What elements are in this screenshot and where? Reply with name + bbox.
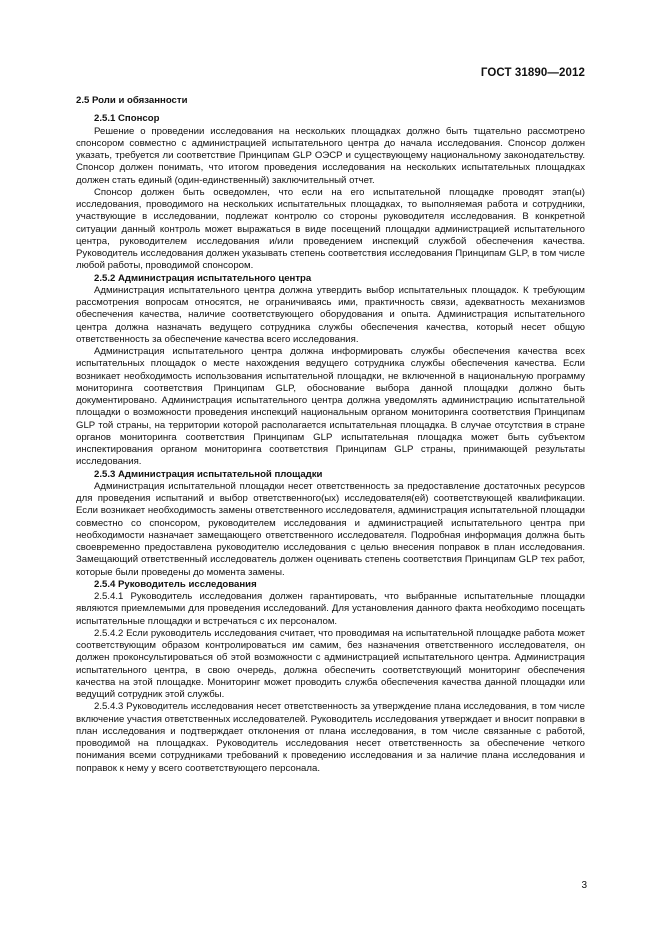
subsection-heading-study-director: 2.5.4 Руководитель исследования xyxy=(94,578,257,590)
subsection-heading-test-facility-management: 2.5.2 Администрация испытательного центра xyxy=(94,272,312,284)
paragraph: Спонсор должен быть осведомлен, что если на его испытательной площадке проводят этап(ы) исследования, проводимого на нескольких испытательных площадках, то выполняемая работа и сотрудники, участвующие в исследовании, подлежат контролю со стороны руководителя исследования. В конкретной ситуации данный контроль может выражаться в виде посещений площадки администрацией испытательного центра, руководителем исследования и/или проведением инспекций службой обеспечения качества. Руководитель исследования должен указывать степень соответствия исследования Принципам GLP, в том числе любой работы, проводимой спонсором. xyxy=(76,186,585,272)
subsection-heading-sponsor: 2.5.1 Спонсор xyxy=(94,113,160,125)
paragraph: Решение о проведении исследования на нескольких площадках должно быть тщательно рассмотрено спонсором совместно с администрацией испытательного центра до начала исследования. Спонсор должен указать, требуется ли соответствие Принципам GLP ОЭСР и существующему национальному законодательству. Спонсор должен понимать, что итогом проведения исследования на нескольких испытательных площадках должен стать единый (один-единственный) заключительный отчет. xyxy=(76,125,585,186)
document-code: ГОСТ 31890—2012 xyxy=(480,67,585,79)
section-heading-roles: 2.5 Роли и обязанности xyxy=(76,95,188,106)
paragraph: 2.5.4.3 Руководитель исследования несет ответственность за утверждение плана исследования, в том числе включение участия ответственных исследователей. Руководитель исследования утверждает и вносит поправки в план исследования и подтверждает отклонения от плана исследования, в том числе связанные с работой, проводимой на площадках. Руководитель исследования несет ответственность за обеспечение четкого понимания всеми сотрудниками требований к проведению исследования и за наличие плана исследования и поправок к нему у всего соответствующего персонала. xyxy=(76,701,585,774)
document-body xyxy=(76,95,585,775)
paragraph: Администрация испытательного центра должна информировать службы обеспечения качества всех испытательных площадок о месте нахождения ведущего сотрудника службы обеспечения качества. Если возникает необходимость использования испытательной площадки, не включенной в национальную программу мониторинга соответствия Принципам GLP, обоснование выбора данной площадки должно быть документировано. Администрация испытательного центра должна уведомлять администрацию испытательной площадки о возможности проведения инспекций национальным органом мониторинга соответствия Принципам GLP той страны, на территории которой располагается испытательная площадка. В случае отсутствия в стране органов мониторинга соответствия Принципам GLP испытательная площадка может быть субъектом инспектирования органом мониторинга соответствия Принципам GLP страны, принимающей результаты исследования. xyxy=(76,346,585,468)
paragraph: Администрация испытательного центра должна утвердить выбор испытательных площадок. К требующим рассмотрения вопросам относятся, не ограничиваясь ими, практичность связи, адекватность механизмов обеспечения качества, наличие соответствующего оборудования и опыта. Администрация испытательного центра должна назначать ведущего сотрудника службы обеспечения качества, который несет общую ответственность за обеспечение качества всего исследования. xyxy=(76,284,585,345)
paragraph: 2.5.4.1 Руководитель исследования должен гарантировать, что выбранные испытательные площадки являются приемлемыми для проведения исследований. Для установления данного факта необходимо посещать испытательные площадки и встречаться с их персоналом. xyxy=(76,591,585,627)
paragraph: 2.5.4.2 Если руководитель исследования считает, что проводимая на испытательной площадке работа может соответствующим образом контролироваться им самим, без назначения ответственного исследователя, он должен проконсультироваться об этой возможности с администрацией испытательного центра. Администрация испытательного центра, в свою очередь, должна обеспечить соответствующий мониторинг обеспечения качества на этой площадке. Мониторинг может проводить служба обеспечения качества данной площадки или ведущий сотрудник этой службы. xyxy=(76,627,585,700)
paragraph: Администрация испытательной площадки несет ответственность за предоставление достаточных ресурсов для проведения испытаний и выбор ответственного(ых) исследователя(ей) соответствующей квалификации. Если возникает необходимость замены ответственного исследователя, администрация испытательной площадки совместно со спонсором, руководителем исследования и администрацией испытательного центра при необходимости назначает замещающего ответственного исследователя. Подробная информация должна быть своевременно предоставлена руководителю исследования с целью внесения поправок в план исследования. Замещающий ответственный исследователь должен оценивать степень соответствия Принципам GLP тех работ, которые были проведены до момента замены. xyxy=(76,480,585,578)
page-number: 3 xyxy=(581,880,587,891)
subsection-heading-test-site-management: 2.5.3 Администрация испытательной площадки xyxy=(94,468,323,480)
